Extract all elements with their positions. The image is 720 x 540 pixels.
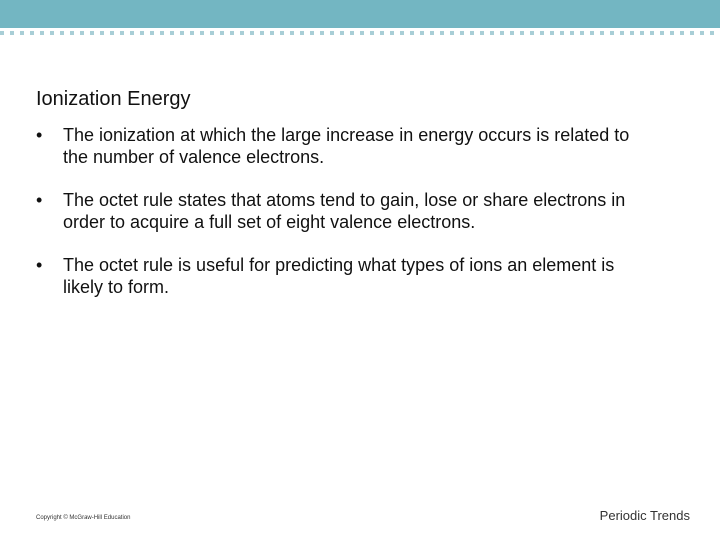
- bullet-list: [36, 124, 636, 319]
- bullet-item: [36, 254, 636, 298]
- slide-title: Ionization Energy: [36, 88, 191, 110]
- bullet-item: [36, 124, 636, 168]
- top-banner: [0, 0, 720, 28]
- dashed-divider: [0, 31, 720, 35]
- bullet-text: The octet rule is useful for predicting what types of ions an element is likely to form.: [63, 255, 615, 297]
- bullet-icon: •: [36, 125, 43, 145]
- bullet-text: The octet rule states that atoms tend to gain, lose or share electrons in order to acquire a full set of eight valence electrons.: [63, 190, 626, 232]
- bullet-icon: •: [36, 255, 43, 275]
- copyright-text: Copyright © McGraw-Hill Education: [36, 515, 131, 521]
- bullet-item: [36, 189, 636, 233]
- bullet-icon: •: [36, 190, 43, 210]
- bullet-text: The ionization at which the large increase in energy occurs is related to the number of valence electrons.: [63, 125, 630, 167]
- footer-section-title: Periodic Trends: [599, 508, 690, 523]
